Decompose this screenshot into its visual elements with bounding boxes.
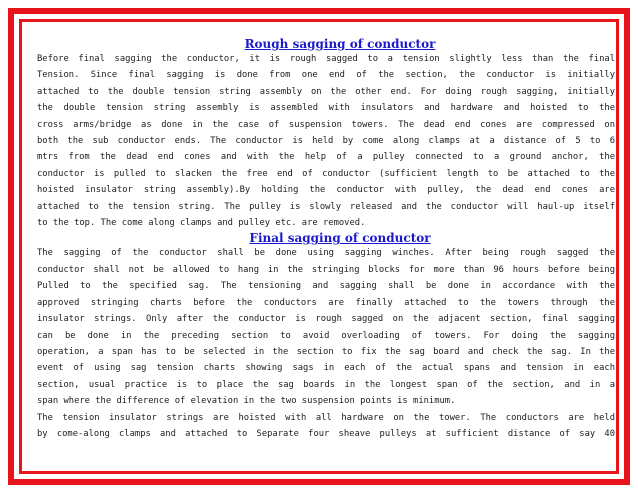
text-line: conductor shall not be allowed to hang in the stringing blocks for more than 96 hours before being [37,264,615,275]
paragraph-rough-sagging [37,51,615,231]
text-line: Pulled to the specified sag. The tensioning and sagging shall be done in accordance with the [37,281,615,292]
text-line: event of using sag tension charts showing sags in each of the actual spans and tension in each [37,363,615,374]
text-line: mtrs from the dead end cones and with the help of a pulley connected to a ground anchor, the [37,152,615,163]
text-line: cross arms/bridge as done in the case of suspension towers. The dead end cones are compressed on [37,119,615,130]
text-line: approved stringing charts before the conductors are finally attached to the towers through the [37,297,615,308]
text-line: insulator strings. Only after the conductor is rough sagged on the adjacent section, final sagging [37,314,615,325]
text-line: section, usual practice is to place the sag boards in the longest span of the section, and in a [37,379,615,390]
text-line: both the sub conductor ends. The conductor is held by come along clamps at a distance of 5 to 6 [37,136,615,147]
text-line: attached to the double tension string assembly on the other end. For doing rough sagging, initially [37,86,615,97]
text-line: attached to the tension string. The pulley is slowly released and the conductor will haul-up itself [37,201,615,212]
text-line: hoisted insulator string assembly).By holding the conductor with pulley, the dead end cones are [37,185,615,196]
text-line: by come-along clamps and attached to Separate four sheave pulleys at sufficient distance of say 40 [37,428,615,439]
paragraph-final-sagging [37,245,615,442]
heading-final-sagging: Final sagging of conductor [249,231,431,246]
text-line: The tension insulator strings are hoisted with all hardware on the tower. The conductors are held [37,412,615,423]
text-line: The sagging of the conductor shall be done using sagging winches. After being rough sagged the [37,248,615,259]
text-line: operation, a span has to be selected in the section to fix the sag board and check the sag. In the [37,346,615,357]
text-line: conductor is pulled to slacken the free end of conductor (sufficient length to be attached to the [37,168,615,179]
document-body [37,37,615,442]
text-line: can be done in the preceding section to avoid overloading of towers. For doing the sagging [37,330,615,341]
text-line: span where the difference of elevation in the two suspension points is minimum. [37,396,456,407]
heading-rough-sagging: Rough sagging of conductor [244,37,436,51]
text-line: Before final sagging the conductor, it is rough sagged to a tension slightly less than the final [37,54,615,64]
text-line: to the top. The come along clamps and pulley etc. are removed. [37,218,366,229]
text-line: Tension. Since final sagging is done from one end of the section, the conductor is initially [37,70,615,81]
text-line: the double tension string assembly is assembled with insulators and hardware and hoisted to the [37,103,615,114]
